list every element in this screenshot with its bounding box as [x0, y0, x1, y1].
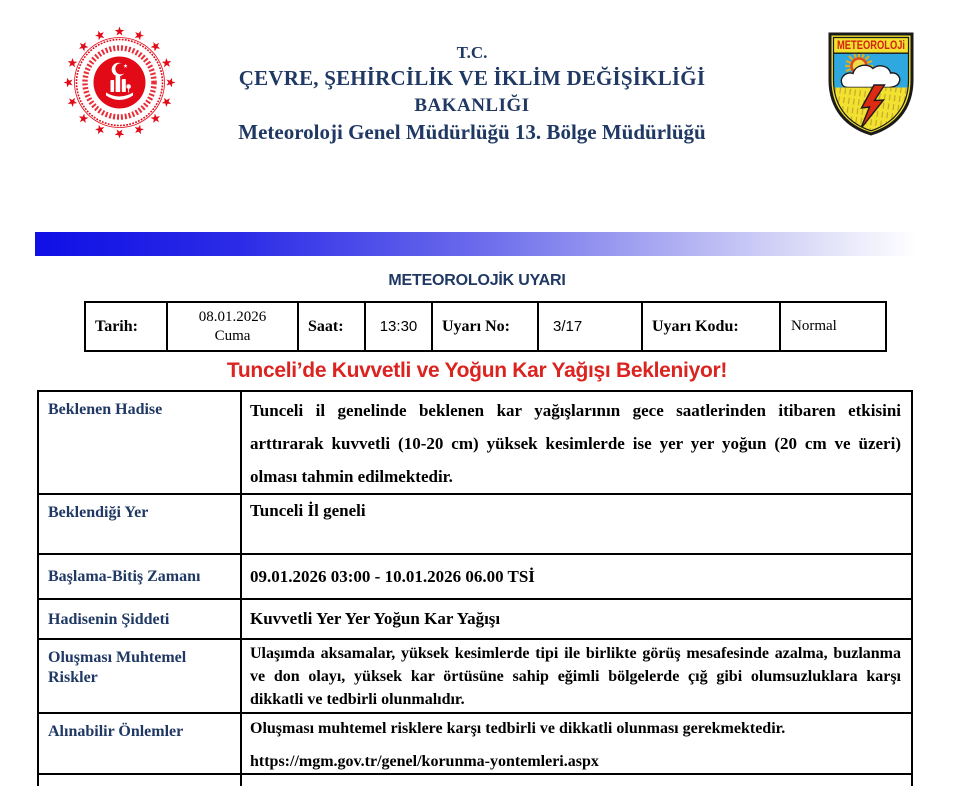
- shield-logo-text: METEOROLOJi: [837, 38, 905, 52]
- time-label: Saat:: [298, 302, 365, 351]
- warning-headline: Tunceli’de Kuvvetli ve Yoğun Kar Yağışı Bekleniyor!: [226, 359, 728, 382]
- date-line2: Cuma: [214, 327, 251, 344]
- warning-info-table: [84, 301, 887, 352]
- row-label-expected-event: Beklenen Hadise: [38, 391, 241, 494]
- title-tc: T.C.: [456, 43, 488, 62]
- warning-details-table: [37, 390, 913, 786]
- row-label-empty: [38, 774, 241, 786]
- row-value-possible-risks: Ulaşımda aksamalar, yüksek kesimlerde tipi ile birlikte görüş mesafesinde azalma, buzlanma ve don olayı, yüksek kar örtüsüne sahip eğimli bölgelerde çığ gibi olumsuzluklara karşı dikkatli ve tedbirli olunmalıdır.: [241, 639, 912, 712]
- row-label-event-severity: Hadisenin Şiddeti: [38, 599, 241, 639]
- divider-gradient-bar: [35, 232, 954, 256]
- title-department: Meteoroloji Genel Müdürlüğü 13. Bölge Müdürlüğü: [238, 120, 706, 144]
- document-title-block: [190, 40, 754, 146]
- meteoroloji-shield-icon: [826, 30, 916, 138]
- time-value: 13:30: [365, 302, 432, 351]
- table-row: [38, 391, 912, 494]
- row-value-event-severity: Kuvvetli Yer Yer Yoğun Kar Yağışı: [241, 599, 912, 639]
- row-value-expected-event: Tunceli il genelinde beklenen kar yağışlarının gece saatlerinden itibaren etkisini arttırarak kuvvetli (10-20 cm) yüksek kesimlerde ise yer yer yoğun (20 cm ve üzeri) olması tahmin edilmektedir.: [241, 391, 912, 494]
- date-line1: 08.01.2026: [198, 308, 267, 325]
- date-label: Tarih:: [85, 302, 167, 351]
- title-ministry2: BAKANLIĞI: [414, 95, 530, 116]
- table-row: [38, 639, 912, 712]
- table-row: [38, 494, 912, 554]
- table-row: [38, 713, 912, 775]
- ministry-seal-icon: [62, 25, 177, 140]
- row-value-expected-place: Tunceli İl geneli: [241, 494, 912, 554]
- warning-code-label: Uyarı Kodu:: [642, 302, 780, 351]
- table-row: [38, 774, 912, 786]
- warning-no-label: Uyarı No:: [432, 302, 538, 351]
- row-label-start-end-time: Başlama-Bitiş Zamanı: [38, 554, 241, 599]
- document-header: [0, 0, 954, 180]
- row-label-possible-risks: Oluşması Muhtemel Riskler: [38, 639, 241, 712]
- table-row: [38, 554, 912, 599]
- precaution-link[interactable]: https://mgm.gov.tr/genel/korunma-yontemleri.aspx: [250, 752, 599, 770]
- row-value-empty: [241, 774, 912, 786]
- warning-no-value: 3/17: [538, 302, 642, 351]
- date-value: [167, 302, 298, 351]
- precaution-text: Oluşması muhtemel risklere karşı tedbirli ve dikkatli olunması gerekmektedir.: [250, 719, 786, 737]
- row-label-precautions: Alınabilir Önlemler: [38, 713, 241, 775]
- section-title: METEOROLOJİK UYARI: [388, 272, 566, 289]
- table-row: [38, 599, 912, 639]
- warning-code-value: Normal: [780, 302, 886, 351]
- row-label-expected-place: Beklendiği Yer: [38, 494, 241, 554]
- row-value-start-end-time: 09.01.2026 03:00 - 10.01.2026 06.00 TSİ: [241, 554, 912, 599]
- row-value-precautions: [241, 713, 912, 775]
- title-ministry: ÇEVRE, ŞEHİRCİLİK VE İKLİM DEĞİŞİKLİĞİ: [238, 66, 706, 90]
